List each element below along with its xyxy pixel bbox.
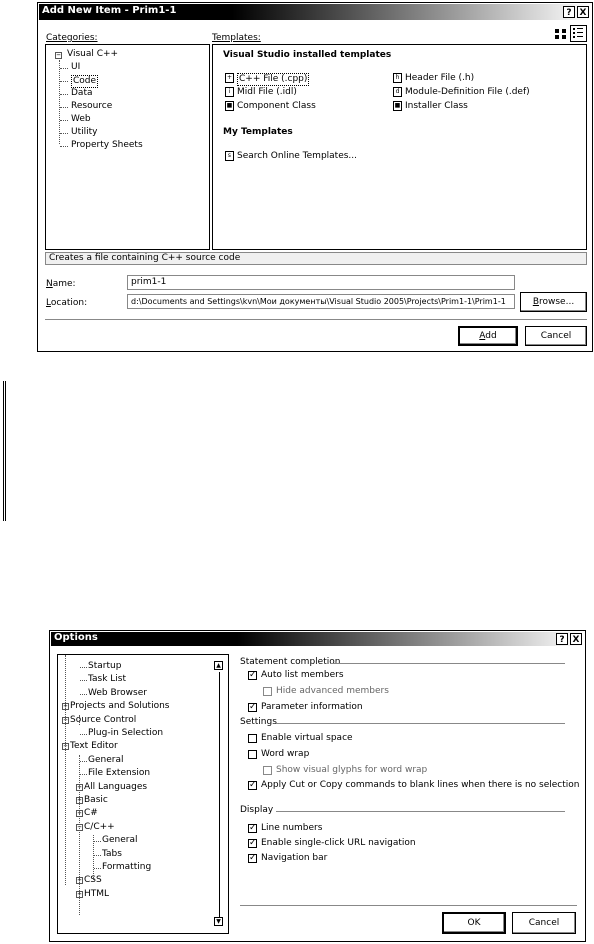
name-input[interactable]: prim1-1: [127, 275, 515, 290]
word-wrap-label[interactable]: Word wrap: [261, 749, 310, 759]
parameter-information-checkbox[interactable]: ✓: [249, 702, 257, 712]
template-module-definition-file[interactable]: Module-Definition File (.def): [405, 87, 530, 97]
single-click-url-label[interactable]: Enable single-click URL navigation: [261, 838, 416, 848]
auto-list-members-checkbox[interactable]: ✓: [249, 670, 257, 680]
title-bar[interactable]: [51, 632, 584, 646]
location-label: Location:: [46, 298, 88, 308]
tree-connector: [60, 94, 68, 95]
auto-list-members-label[interactable]: Auto list members: [261, 670, 344, 680]
settings-header: Settings: [240, 717, 277, 727]
template-component-class[interactable]: Component Class: [237, 101, 316, 111]
tree-connector: [93, 835, 94, 880]
tree-connector: [80, 761, 87, 762]
help-button[interactable]: ?: [556, 633, 568, 645]
collapse-icon[interactable]: −: [63, 715, 68, 724]
component-class-icon: ■: [226, 102, 233, 109]
tree-connector: [60, 68, 68, 69]
help-button[interactable]: ?: [563, 6, 575, 18]
tree-item-all-languages[interactable]: All Languages: [84, 781, 148, 792]
categories-label: Categories:: [46, 33, 98, 43]
template-cpp-file[interactable]: C++ File (.cpp): [239, 74, 308, 84]
tree-connector: [80, 680, 87, 681]
single-click-url-checkbox[interactable]: ✓: [249, 838, 257, 848]
navigation-bar-label[interactable]: Navigation bar: [261, 853, 328, 863]
tree-item-tabs[interactable]: Tabs: [102, 848, 122, 859]
tree-connector: [79, 715, 80, 725]
tree-item-resource[interactable]: Resource: [71, 101, 113, 111]
tree-item-utility[interactable]: Utility: [71, 127, 98, 137]
tree-connector: [80, 774, 87, 775]
tree-item-c-[interactable]: C#: [84, 808, 98, 819]
options-dialog: [49, 630, 586, 942]
title-bar[interactable]: [39, 4, 591, 20]
group-separator: [276, 723, 565, 724]
large-icons-view-icon[interactable]: [553, 26, 568, 41]
name-label: Name:: [46, 279, 76, 289]
scroll-down-icon[interactable]: ▼: [214, 917, 223, 926]
add-button[interactable]: Add: [458, 326, 518, 346]
tree-item-task-list[interactable]: Task List: [88, 674, 127, 685]
tree-item-source-control[interactable]: Source Control: [70, 714, 137, 725]
scroll-up-icon[interactable]: ▲: [214, 661, 223, 670]
collapse-icon[interactable]: −: [56, 51, 61, 59]
tree-item-general[interactable]: General: [102, 835, 138, 846]
tree-connector: [60, 107, 68, 108]
statement-completion-header: Statement completion: [240, 657, 341, 667]
tree-connector: [60, 120, 68, 121]
dialog-title: Options: [54, 632, 98, 643]
close-button[interactable]: X: [570, 633, 582, 645]
description-bar: [45, 252, 587, 265]
enable-virtual-space-label[interactable]: Enable virtual space: [261, 733, 353, 743]
location-input[interactable]: d:\Documents and Settings\kvn\Мои документы\Visual Studio 2005\Projects\Prim1-1\Prim1-1: [127, 294, 515, 309]
page-margin-mark: [3, 381, 6, 521]
tree-item-data[interactable]: Data: [71, 88, 93, 98]
tree-connector: [94, 855, 101, 856]
tree-item-code[interactable]: Code: [73, 76, 97, 86]
show-visual-glyphs-label[interactable]: Show visual glyphs for word wrap: [276, 765, 428, 775]
cancel-button[interactable]: Cancel: [525, 326, 587, 346]
tree-item-web-browser[interactable]: Web Browser: [88, 687, 147, 698]
tree-connector: [60, 146, 68, 147]
navigation-bar-checkbox[interactable]: ✓: [249, 853, 257, 863]
dialog-title: Add New Item - Prim1-1: [42, 5, 177, 16]
tree-connector: [94, 868, 101, 869]
tree-item-formatting[interactable]: Formatting: [102, 862, 152, 872]
small-icons-view-icon[interactable]: [570, 25, 587, 42]
line-numbers-label[interactable]: Line numbers: [261, 823, 323, 833]
tree-item-web[interactable]: Web: [71, 114, 91, 124]
add-new-item-dialog: [37, 2, 593, 352]
tree-item-startup[interactable]: Startup: [88, 661, 122, 671]
tree-connector: [79, 755, 80, 915]
display-header: Display: [240, 805, 274, 815]
line-numbers-checkbox[interactable]: ✓: [249, 823, 257, 833]
tree-item-ui[interactable]: UI: [71, 62, 81, 72]
installed-templates-header: Visual Studio installed templates: [223, 50, 392, 60]
tree-item-general[interactable]: General: [88, 754, 124, 765]
collapse-icon[interactable]: −: [63, 742, 68, 751]
show-visual-glyphs-checkbox[interactable]: [263, 766, 272, 775]
separator: [240, 905, 577, 906]
tree-item-text-editor[interactable]: Text Editor: [70, 741, 118, 752]
header-file-icon: h: [393, 73, 402, 83]
apply-cut-copy-checkbox[interactable]: ✓: [249, 780, 257, 790]
enable-virtual-space-checkbox[interactable]: [248, 734, 257, 743]
idl-file-icon: i: [225, 87, 234, 97]
collapse-icon[interactable]: −: [77, 822, 82, 831]
expand-icon[interactable]: +: [77, 782, 82, 791]
tree-item-html[interactable]: HTML: [84, 888, 110, 899]
tree-item-basic[interactable]: Basic: [84, 795, 108, 805]
categories-tree[interactable]: [45, 44, 210, 250]
template-installer-class[interactable]: Installer Class: [405, 101, 468, 111]
my-templates-header: My Templates: [223, 127, 293, 137]
tree-item-plug-in-selection[interactable]: Plug-in Selection: [88, 728, 164, 738]
expand-icon[interactable]: +: [77, 796, 82, 804]
ok-button[interactable]: OK: [442, 912, 506, 934]
template-search-online[interactable]: Search Online Templates...: [237, 151, 358, 161]
expand-icon[interactable]: +: [63, 702, 68, 711]
tree-connector: [60, 81, 68, 82]
cpp-file-icon: +: [226, 74, 233, 81]
hide-advanced-members-checkbox[interactable]: [263, 687, 272, 696]
tree-connector: [80, 667, 87, 668]
tree-connector: [60, 133, 68, 134]
expand-icon[interactable]: +: [77, 876, 82, 885]
tree-item-c-c-[interactable]: C/C++: [84, 821, 115, 832]
expand-icon[interactable]: +: [77, 889, 82, 898]
scrollbar-track[interactable]: [219, 672, 220, 917]
expand-icon[interactable]: +: [77, 809, 82, 818]
templates-label: Templates:: [212, 33, 261, 43]
templates-list[interactable]: [212, 44, 587, 250]
separator: [45, 319, 587, 320]
tree-connector: [65, 655, 66, 885]
group-separator: [276, 811, 565, 812]
word-wrap-checkbox[interactable]: [248, 750, 257, 759]
template-midl-file[interactable]: Midl File (.idl): [237, 87, 297, 97]
cancel-button[interactable]: Cancel: [512, 912, 576, 934]
tree-item-file-extension[interactable]: File Extension: [88, 768, 151, 779]
tree-item-property-sheets[interactable]: Property Sheets: [71, 140, 143, 150]
parameter-information-label[interactable]: Parameter information: [261, 702, 363, 712]
template-header-file[interactable]: Header File (.h): [405, 73, 475, 83]
installer-class-icon: ■: [394, 102, 401, 109]
search-online-icon: s: [225, 151, 234, 161]
description-text: Creates a file containing C++ source code: [49, 253, 241, 263]
close-button[interactable]: X: [577, 6, 589, 18]
tree-connector: [94, 841, 101, 842]
tree-item-projects-and-solutions[interactable]: Projects and Solutions: [70, 701, 170, 712]
group-separator: [330, 663, 565, 664]
tree-connector: [80, 734, 87, 735]
def-file-icon: d: [393, 87, 402, 97]
tree-item-visual-cpp[interactable]: Visual C++: [67, 49, 119, 59]
options-tree[interactable]: [57, 654, 229, 934]
tree-item-css[interactable]: CSS: [84, 875, 102, 886]
hide-advanced-members-label[interactable]: Hide advanced members: [276, 686, 389, 696]
browse-button[interactable]: Browse...: [520, 292, 587, 312]
tree-connector: [80, 694, 87, 695]
apply-cut-copy-label[interactable]: Apply Cut or Copy commands to blank lines when there is no selection: [261, 780, 580, 790]
